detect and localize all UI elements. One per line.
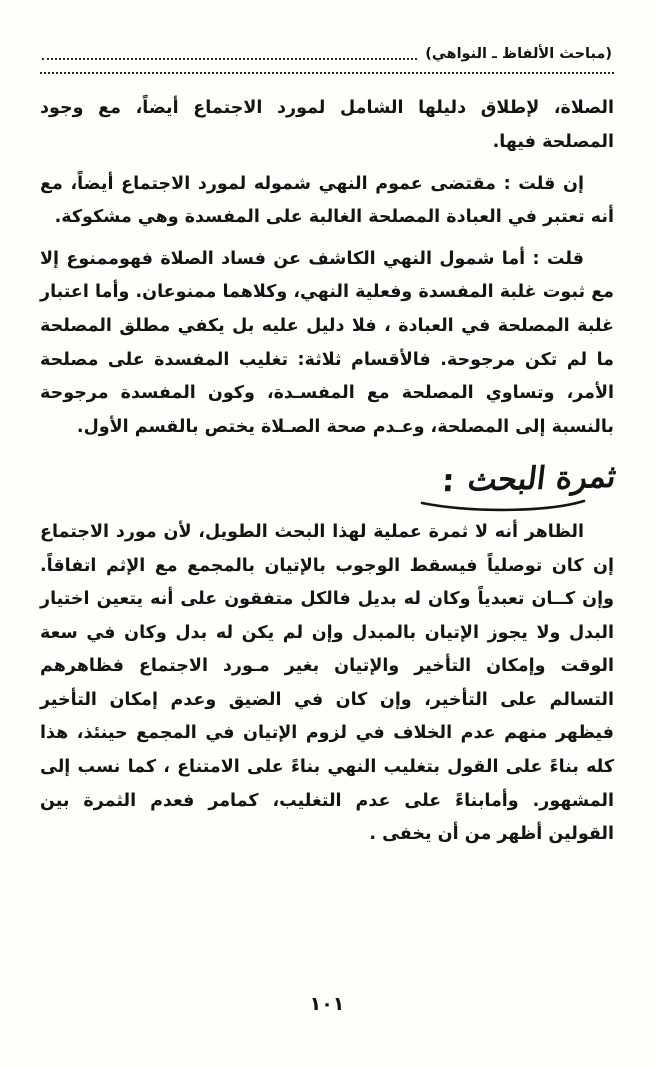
- running-header-title: (مباحث الألفاظ ـ النواهي): [425, 46, 612, 62]
- paragraph-3: قلت : أما شمول النهي الكاشف عن فساد الصلاة فهوممنوع إلا مع ثبوت غلبة المفسدة وفعلية النهي، وكلاهما ممنوعان. وأما اعتبار غلبة المصلحة في العبادة ، فلا دليل عليه بل يكفي مطلق المصلحة ما لم تكن مرجوحة. فالأقسام ثلاثة: تغليب المفسدة على مصلحة الأمر، وتساوي المصلحة مع المفسـدة، وكون المفسدة مرجوحة بالنسبة إلى المصلحة، وعـدم صحة الصـلاة يختص بالقسم الأول.: [40, 248, 614, 437]
- section-heading-block: [418, 459, 617, 512]
- paragraph-4: الظاهر أنه لا ثمرة عملية لهذا البحث الطويل، لأن مورد الاجتماع إن كان توصلياً فيسقط الوجوب بالإتيان بالمجمع مع الإثم اتفاقاً. وإن كــان تعبدياً وكان له بديل فالكل متفقون على أنه يتعين اختيار البدل ولا يجوز الإتيان بالمبدل وإن لم يكن له بدل وكان في سعة الوقت وإمكان التأخير والإتيان بغير مـورد الاجتماع فظاهرهم التسالم على التأخير، وإن كان في الضيق وعدم إمكان التأخير فيظهر منهم عدم الخلاف في لزوم الإتيان في المجمع حينئذ، هذا كله بناءً على القول بتغليب النهي بناءً على الامتناع ، كما نسب إلى المشهور. وأمابناءً على عدم التغليب، كمامر فعدم الثمرة بين القولين أظهر من أن يخفى .: [40, 521, 614, 845]
- paragraph-2: إن قلت : مقتضى عموم النهي شموله لمورد الاجتماع أيضاً، مع أنه تعتبر في العبادة المصلحة الغالبة على المفسدة وهي مشكوكة.: [40, 173, 614, 228]
- running-header: [40, 46, 614, 63]
- paragraph-1: الصلاة، لإطلاق دليلها الشامل لمورد الاجتماع أيضاً، مع وجود المصلحة فيها.: [40, 98, 614, 152]
- page-number: ١٠١: [309, 993, 345, 1015]
- page-body: [40, 92, 617, 851]
- section-heading-calligraphy: ثمرة البحث :: [440, 459, 617, 500]
- header-dotted-rule: [40, 72, 614, 74]
- header-dots-leader: [42, 58, 417, 60]
- calligraphy-swash-ornament: [418, 498, 588, 512]
